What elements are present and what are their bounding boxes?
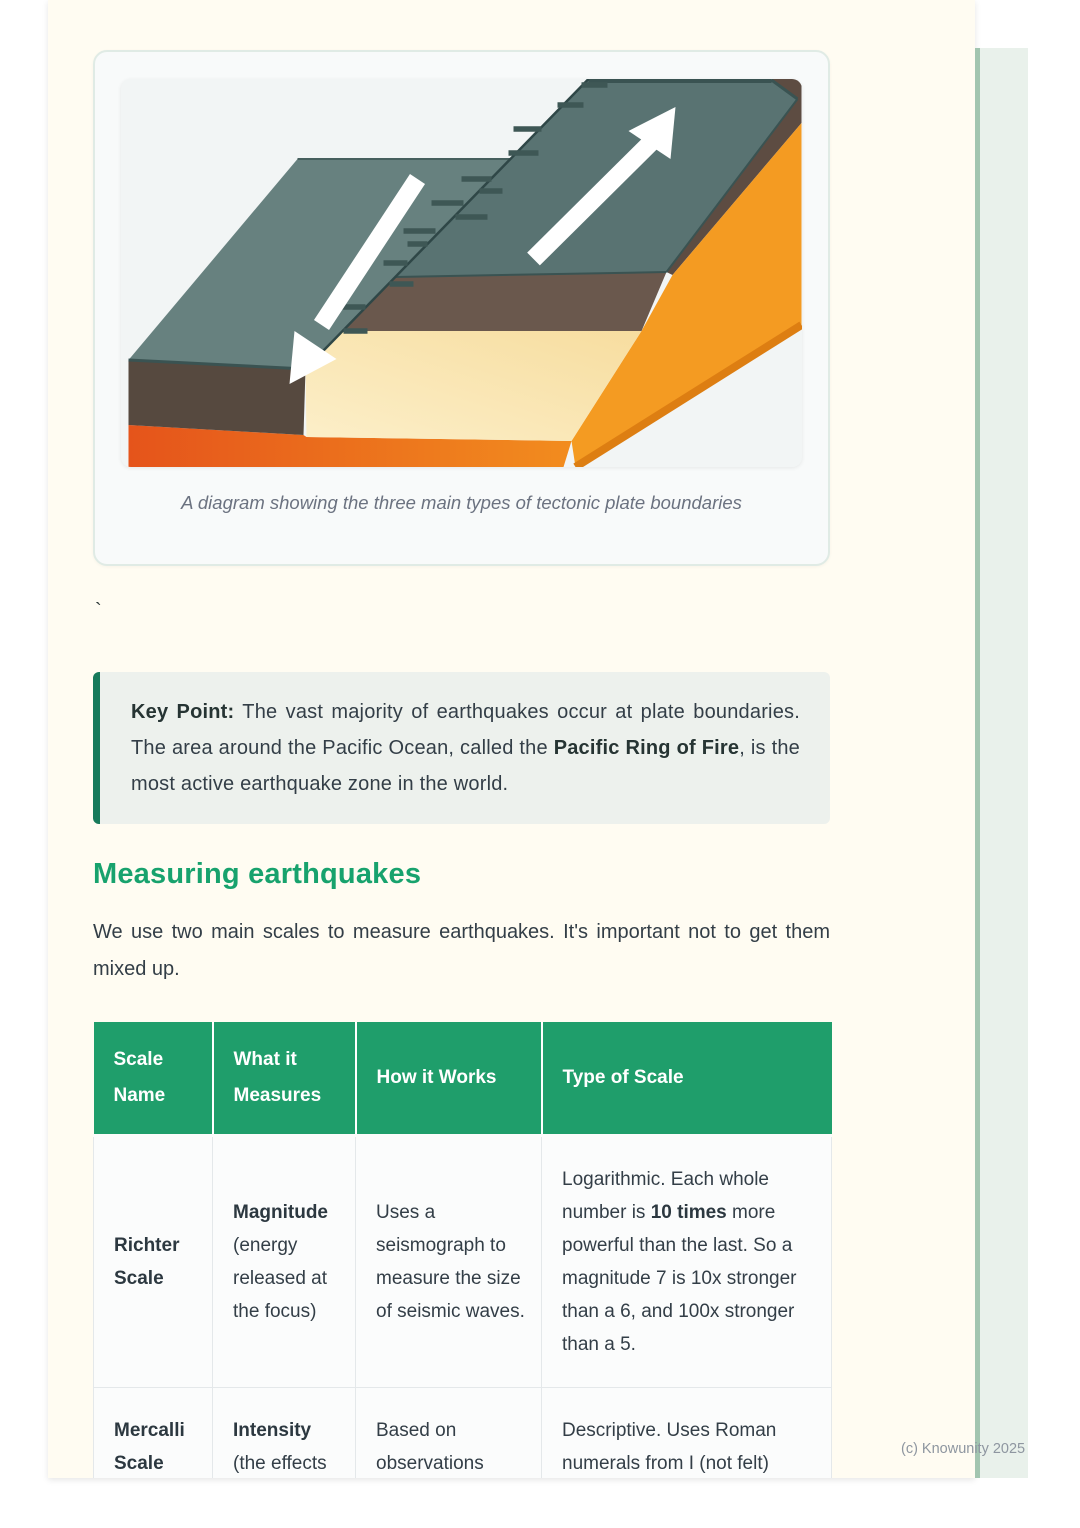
- tectonic-diagram-svg: [121, 79, 802, 467]
- table-row: [94, 1136, 832, 1388]
- side-panel: [975, 48, 1028, 1478]
- table-header-cell: What it Measures: [213, 1022, 356, 1136]
- table-header-cell: Type of Scale: [542, 1022, 832, 1136]
- section-intro: We use two main scales to measure earthquakes. It's important not to get them mixed up.: [93, 921, 830, 980]
- table-cell: Richter Scale: [94, 1136, 213, 1388]
- left-plate-front-face: [129, 360, 306, 435]
- table-cell: Magnitude (energy released at the focus): [213, 1136, 356, 1388]
- table-cell: Uses a seismograph to measure the size of seismic waves.: [356, 1136, 542, 1388]
- section-heading: Measuring earthquakes: [93, 858, 422, 890]
- key-point-body-2: , is the most active earthquake zone in the world.: [131, 737, 800, 795]
- key-point-callout: [93, 672, 830, 824]
- table-cell: Descriptive. Uses Roman numerals from I (not felt): [542, 1388, 832, 1479]
- key-point-body-1: The vast majority of earthquakes occur at plate boundaries. The area around the Pacific Ocean, called the: [131, 701, 800, 759]
- table-cell: Based on observations: [356, 1388, 542, 1479]
- figure-card: [93, 50, 830, 566]
- table-header-cell: Scale Name: [94, 1022, 213, 1136]
- table-row: [94, 1388, 832, 1479]
- copyright-notice: (c) Knowunity 2025: [901, 1441, 1026, 1457]
- key-point-text: [131, 694, 800, 802]
- stray-backtick: `: [95, 600, 102, 622]
- table-cell: Intensity (the effects: [213, 1388, 356, 1479]
- key-point-bold-term: Pacific Ring of Fire: [553, 737, 740, 759]
- key-point-label: Key Point:: [131, 701, 235, 723]
- table-header-cell: How it Works: [356, 1022, 542, 1136]
- table-header-row: [94, 1022, 832, 1136]
- table-cell: Logarithmic. Each whole number is 10 times more powerful than the last. So a magnitude 7 is 10x stronger than a 6, and 100x stronger than a 5.: [542, 1136, 832, 1388]
- tectonic-diagram: [121, 79, 802, 467]
- scales-table: [93, 1022, 832, 1478]
- table-cell: Mercalli Scale: [94, 1388, 213, 1479]
- figure-caption: A diagram showing the three main types of tectonic plate boundaries: [181, 492, 742, 513]
- document-sheet: [48, 0, 975, 1478]
